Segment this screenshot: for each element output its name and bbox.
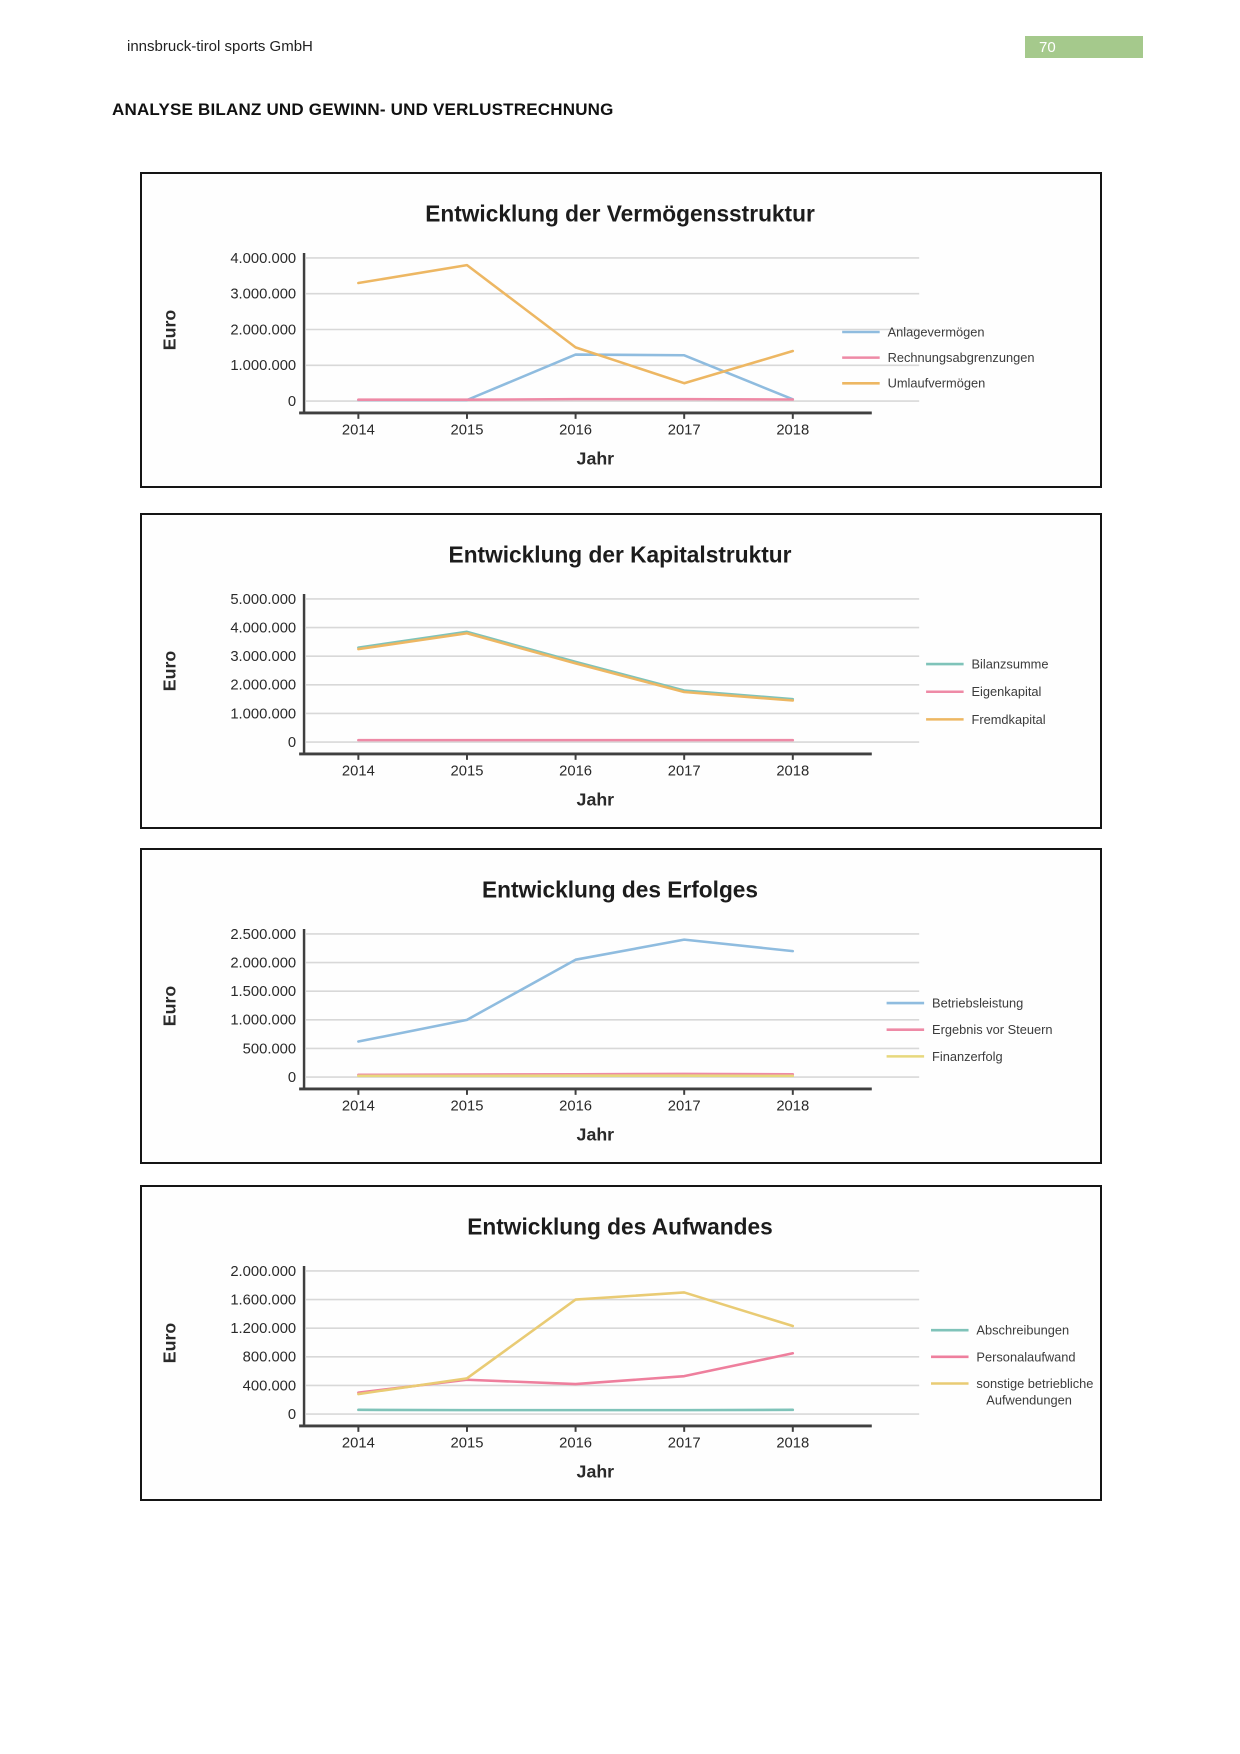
chart-panel-2 — [140, 513, 1102, 829]
series-line — [358, 633, 792, 700]
y-tick-label: 1.000.000 — [230, 1012, 297, 1029]
chart-3 — [142, 850, 1100, 1162]
y-axis-label: Euro — [159, 985, 180, 1027]
x-tick-label: 2015 — [450, 422, 484, 439]
y-tick-label: 2.500.000 — [230, 926, 297, 943]
y-tick-label: 2.000.000 — [230, 677, 297, 694]
y-tick-label: 1.500.000 — [230, 984, 297, 1001]
x-tick-label: 2018 — [776, 422, 810, 439]
y-tick-label: 4.000.000 — [230, 250, 297, 267]
y-tick-label: 3.000.000 — [230, 286, 297, 303]
chart-2 — [142, 515, 1100, 827]
x-tick-label: 2015 — [450, 1098, 484, 1115]
x-tick-label: 2016 — [559, 1098, 593, 1115]
y-tick-label: 400.000 — [242, 1378, 297, 1395]
legend-label: Finanzerfolg — [932, 1048, 1003, 1064]
x-tick-label: 2018 — [776, 1435, 810, 1452]
legend-label: Bilanzsumme — [971, 656, 1049, 672]
y-tick-label: 3.000.000 — [230, 649, 297, 666]
legend-label: Personalaufwand — [976, 1349, 1076, 1365]
y-axis-label: Euro — [159, 650, 180, 692]
y-tick-label: 0 — [287, 1070, 297, 1087]
page-header: innsbruck-tirol sports GmbH — [127, 38, 313, 55]
x-axis-label: Jahr — [576, 789, 615, 810]
y-axis-label: Euro — [159, 309, 180, 351]
document-heading: ANALYSE BILANZ UND GEWINN- UND VERLUSTRECHNUNG — [112, 100, 614, 119]
chart-title: Entwicklung der Vermögensstruktur — [425, 200, 815, 227]
x-tick-label: 2017 — [667, 763, 701, 780]
x-tick-label: 2017 — [667, 1435, 701, 1452]
y-tick-label: 0 — [287, 394, 297, 411]
y-tick-label: 2.000.000 — [230, 1263, 297, 1280]
x-tick-label: 2017 — [667, 1098, 701, 1115]
x-tick-label: 2018 — [776, 1098, 810, 1115]
chart-title: Entwicklung des Aufwandes — [467, 1213, 773, 1240]
y-tick-label: 2.000.000 — [230, 322, 297, 339]
y-tick-label: 4.000.000 — [230, 620, 297, 637]
y-tick-label: 5.000.000 — [230, 591, 297, 608]
legend-label: Eigenkapital — [971, 684, 1042, 700]
legend-label: Umlaufvermögen — [887, 375, 986, 391]
chart-panel-3 — [140, 848, 1102, 1164]
legend-label: Betriebsleistung — [932, 995, 1024, 1011]
page-number-badge — [1025, 36, 1143, 58]
series-line — [358, 1353, 792, 1392]
page-number: 70 — [1039, 38, 1056, 56]
x-axis-label: Jahr — [576, 1461, 615, 1482]
y-axis-label: Euro — [159, 1322, 180, 1364]
x-tick-label: 2016 — [559, 1435, 593, 1452]
x-tick-label: 2018 — [776, 763, 810, 780]
chart-panel-4 — [140, 1185, 1102, 1501]
y-tick-label: 500.000 — [242, 1041, 297, 1058]
legend-label: Fremdkapital — [971, 711, 1046, 727]
series-line — [358, 399, 792, 400]
x-axis-label: Jahr — [576, 1124, 615, 1145]
y-tick-label: 0 — [287, 735, 297, 752]
x-tick-label: 2015 — [450, 1435, 484, 1452]
series-line — [358, 1292, 792, 1394]
x-tick-label: 2015 — [450, 763, 484, 780]
y-tick-label: 800.000 — [242, 1349, 297, 1366]
y-tick-label: 2.000.000 — [230, 955, 297, 972]
y-tick-label: 1.000.000 — [230, 358, 297, 375]
series-line — [358, 632, 792, 699]
legend-label: sonstige betriebliche Aufwendungen — [976, 1375, 1094, 1408]
y-tick-label: 1.600.000 — [230, 1292, 297, 1309]
legend-label: Rechnungsabgrenzungen — [887, 350, 1035, 366]
legend-label: Anlagevermögen — [887, 324, 985, 340]
chart-title: Entwicklung des Erfolges — [481, 876, 759, 903]
x-tick-label: 2017 — [667, 422, 701, 439]
y-tick-label: 1.200.000 — [230, 1321, 297, 1338]
legend-label: Ergebnis vor Steuern — [932, 1022, 1053, 1038]
chart-4 — [142, 1187, 1100, 1499]
chart-panel-1 — [140, 172, 1102, 488]
x-tick-label: 2014 — [341, 763, 375, 780]
x-tick-label: 2016 — [559, 422, 593, 439]
x-tick-label: 2016 — [559, 763, 593, 780]
legend-label: Abschreibungen — [976, 1322, 1070, 1338]
y-tick-label: 0 — [287, 1407, 297, 1424]
series-line — [358, 355, 792, 400]
chart-title: Entwicklung der Kapitalstruktur — [448, 541, 792, 568]
x-tick-label: 2014 — [341, 1435, 375, 1452]
x-tick-label: 2014 — [341, 1098, 375, 1115]
chart-1 — [142, 174, 1100, 486]
x-axis-label: Jahr — [576, 448, 615, 469]
y-tick-label: 1.000.000 — [230, 706, 297, 723]
x-tick-label: 2014 — [341, 422, 375, 439]
